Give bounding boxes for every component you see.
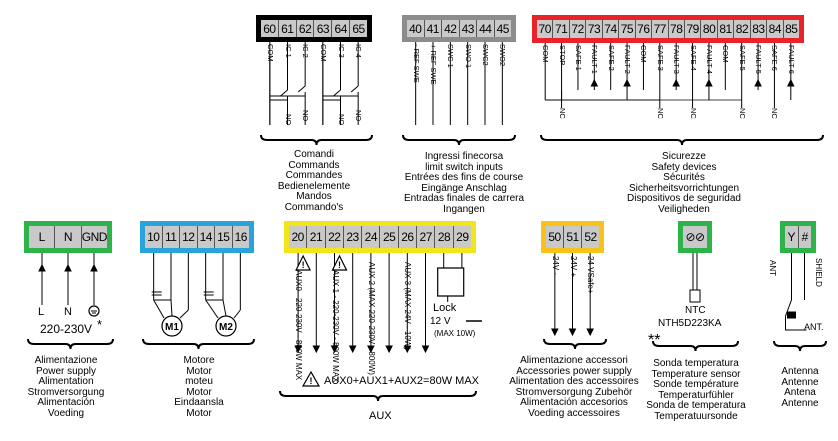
ntc-caption-line: Sonde température — [653, 379, 739, 390]
arrow-icon — [39, 265, 45, 271]
ntc-brace — [653, 341, 738, 351]
safety-terminal-label: FAULT 6 — [786, 45, 796, 74]
limits-brace — [403, 135, 515, 145]
motor-terminal: 15 — [215, 226, 233, 248]
safety-terminal-label: COM — [639, 45, 649, 63]
aux-terminal: 24 — [362, 226, 380, 248]
motor-terminal: 10 — [145, 226, 163, 248]
aux1-warning-icon-mark: ! — [338, 260, 341, 270]
safety-terminal-label: COM — [541, 45, 551, 63]
safety-terminal: 70 — [537, 20, 553, 38]
acc-terminal: 51 — [564, 226, 582, 248]
safety-terminal-block — [532, 15, 804, 43]
contact-type-label: NC — [557, 108, 567, 119]
power-brace — [28, 339, 113, 349]
aux-terminal: 25 — [380, 226, 398, 248]
acc-caption-line: Alimentazione accessori — [520, 355, 628, 366]
motor-1-label: M1 — [165, 322, 179, 333]
limits-terminal: 41 — [425, 20, 443, 37]
safety-caption-line: Dispositivos de seguridad — [627, 193, 741, 204]
arrow-icon — [624, 80, 630, 86]
power-caption — [16, 356, 116, 419]
safety-terminal: 81 — [718, 20, 734, 38]
limits-terminal: 40 — [407, 20, 425, 37]
switch-contact — [281, 90, 288, 96]
safety-terminal: 73 — [586, 20, 602, 38]
arrow-icon — [65, 265, 71, 271]
safety-terminal-label: FAULT 1 — [590, 45, 600, 74]
command-terminal-label: IC 2 — [301, 44, 311, 58]
aux-terminal: 27 — [417, 226, 435, 248]
antenna-shield-label: SHIELD — [814, 258, 823, 287]
antenna-terminal: # — [799, 226, 812, 248]
power-terminal-block — [24, 221, 112, 253]
aux2-label: AUX 2 (MAX 220-230V - 800W) — [366, 262, 376, 375]
aux-terminal: 22 — [326, 226, 344, 248]
arrow-icon — [673, 80, 679, 86]
antenna-connector-icon — [788, 312, 796, 318]
safety-terminal-label: FAULT 4 — [704, 45, 714, 74]
aux-terminal: 21 — [307, 226, 325, 248]
acc-caption — [499, 356, 649, 419]
safety-terminal: 71 — [553, 20, 569, 38]
safety-brace — [541, 135, 823, 145]
safety-terminal: 79 — [685, 20, 701, 38]
aux-caption: AUX — [369, 410, 392, 422]
power-caption-line: Alimentation — [38, 376, 94, 387]
motor-caption-line: moteu — [185, 376, 213, 387]
command-terminal-label: IC 1 — [283, 44, 293, 58]
commands-terminal: 64 — [332, 20, 350, 37]
antenna-caption-line: Antenne — [781, 376, 819, 388]
limits-caption-line: Ingangen — [443, 203, 485, 215]
aux-total-warning-mark: ! — [309, 376, 313, 386]
commands-terminal: 62 — [297, 20, 315, 37]
motor-terminal: 14 — [198, 226, 216, 248]
accessory-terminal-label: 24 VSafe+ — [586, 256, 596, 294]
motor-wire — [171, 300, 172, 316]
contact-type-label: NO — [354, 110, 364, 122]
acc-caption-line: Alimentación accesorios — [520, 397, 628, 408]
safety-terminal: 76 — [636, 20, 652, 38]
ntc-caption-line: Sonda de temperatura — [646, 400, 746, 411]
arrow-icon — [552, 329, 558, 335]
commands-brace — [261, 135, 372, 145]
power-footnote-star: * — [97, 317, 103, 332]
aux-terminal: 20 — [289, 226, 307, 248]
lock-voltage: 12 V — [430, 316, 451, 327]
motor-wire — [154, 300, 164, 318]
motor-terminal: 12 — [180, 226, 198, 248]
antenna-caption-line: Antenne — [781, 397, 819, 409]
power-terminal: GND — [82, 226, 107, 248]
commands-terminal: 60 — [261, 20, 279, 37]
ntc-model: NTH5D223KA — [658, 318, 722, 329]
switch-contact — [351, 86, 358, 92]
safety-caption-line: Sécurités — [663, 172, 705, 183]
accessory-terminal-label: 24V + — [568, 256, 578, 278]
contact-type-label: NO — [283, 114, 293, 126]
contact-type-label: NO — [336, 114, 346, 126]
aux-terminal: 28 — [435, 226, 453, 248]
safety-caption-line: Veiligheden — [658, 203, 710, 215]
commands-caption-line: Commandes — [285, 170, 343, 181]
ntc-caption — [641, 359, 751, 422]
commands-terminal-block — [256, 15, 372, 42]
commands-caption — [244, 150, 384, 213]
safety-terminal: 72 — [570, 20, 586, 38]
switch-contact — [298, 86, 305, 92]
safety-terminal: 84 — [767, 20, 783, 38]
limit-terminal-label: SWC2 — [481, 44, 490, 66]
arrow-icon — [350, 346, 356, 352]
antenna-caption-line: Antena — [784, 387, 816, 398]
aux-terminal: 26 — [399, 226, 417, 248]
safety-caption — [584, 152, 784, 215]
power-terminal: N — [55, 226, 81, 248]
safety-terminal: 83 — [751, 20, 767, 38]
aux-terminal-block — [284, 221, 476, 253]
command-terminal-label: COM — [265, 44, 275, 62]
power-voltage: 220-230V — [40, 322, 93, 336]
ntc-terminal: ⊘⊘ — [683, 226, 707, 248]
motor-terminal: 11 — [163, 226, 181, 248]
aux0-warning-icon-mark: ! — [301, 260, 305, 270]
ntc-label: NTC — [685, 305, 706, 316]
limits-terminal-block — [402, 15, 516, 42]
accessory-terminal-label: 24V - — [550, 256, 560, 276]
commands-terminal: 63 — [314, 20, 332, 37]
safety-terminal-label: SAFE 6 — [770, 45, 780, 71]
safety-terminal: 77 — [652, 20, 668, 38]
contact-type-label: NC — [770, 108, 780, 119]
safety-terminal: 74 — [603, 20, 619, 38]
limit-terminal-label: SWO2 — [498, 44, 508, 67]
antenna-ant2-label: ANT. — [804, 322, 824, 332]
acc-brace — [544, 339, 606, 349]
aux-terminal: 23 — [344, 226, 362, 248]
motor-caption-line: Motor — [186, 407, 212, 419]
arrow-icon — [570, 329, 576, 335]
motor-wire — [206, 300, 218, 318]
limits-caption-line: Entradas finales de carrera — [403, 193, 525, 204]
arrow-icon — [591, 80, 597, 86]
motor-caption-line: Eindaansla — [174, 397, 224, 408]
power-terminal-label-l: L — [38, 306, 45, 318]
aux1-label: AUX 1 - 220-230V - 800W MAX — [330, 270, 340, 383]
command-terminal-label: COM — [318, 44, 328, 62]
power-caption-line: Stromversorgung — [27, 386, 105, 398]
motor-wire — [234, 310, 240, 318]
ntc-footnote-star: ** — [648, 332, 661, 349]
ntc-terminal-block — [678, 221, 712, 253]
commands-caption-line: Commando's — [284, 201, 344, 213]
limit-terminal-label: + REF SWE — [429, 44, 438, 85]
power-caption-line: Voeding — [47, 407, 85, 419]
motor-caption-line: Motor — [186, 386, 212, 398]
limits-caption-line: limit switch inputs — [425, 161, 503, 173]
safety-terminal: 80 — [701, 20, 717, 38]
aux-total-label: AUX0+AUX1+AUX2=80W MAX — [324, 375, 479, 387]
acc-terminal: 52 — [582, 226, 599, 248]
switch-contact — [334, 90, 341, 96]
arrow-icon — [587, 329, 593, 335]
safety-terminal: 85 — [785, 22, 798, 36]
motor-caption-line: Motore — [183, 355, 215, 366]
motor-caption-line: Motor — [186, 365, 212, 377]
ntc-sensor-icon — [690, 290, 700, 302]
safety-terminal-label: SAFE 3 — [655, 45, 665, 71]
safety-terminal-label: SAFE 2 — [606, 45, 616, 71]
arrow-icon — [313, 346, 319, 352]
ntc-caption-line: Temperature sensor — [651, 368, 741, 380]
ntc-caption-line: Sonda temperatura — [653, 358, 739, 369]
aux-terminal: 29 — [454, 226, 471, 248]
acc-caption-line: Voeding accessoires — [528, 407, 620, 419]
safety-terminal-label: FAULT 3 — [672, 45, 682, 74]
command-terminal-label: IC 3 — [336, 44, 346, 58]
acc-terminal: 50 — [546, 226, 564, 248]
antenna-caption — [770, 367, 830, 409]
arrow-icon — [91, 265, 97, 271]
commands-caption-line: Mandos — [296, 191, 332, 202]
limits-caption-line: Ingressi finecorsa — [424, 151, 504, 162]
antenna-terminal-block — [780, 221, 816, 253]
commands-caption-line: Comandi — [293, 149, 335, 160]
arrow-icon — [386, 346, 392, 352]
lock-label: Lock — [433, 302, 457, 314]
contact-type-label: NC — [737, 108, 747, 119]
lock-icon — [438, 268, 464, 296]
motor-caption — [149, 356, 249, 419]
power-caption-line: Power supply — [35, 365, 97, 377]
lock-power: (MAX 10W) — [434, 329, 476, 338]
aux3-label: AUX 3 (MAX 24V - 10W) — [403, 262, 413, 351]
limits-caption-line: Entrées des fins de course — [404, 172, 524, 183]
ntc-caption-line: Temperaturfühler — [658, 389, 734, 401]
limits-terminal: 44 — [477, 20, 495, 37]
limits-terminal: 43 — [460, 20, 478, 37]
limit-terminal-label: SWO 1 — [463, 44, 473, 69]
safety-terminal: 78 — [669, 20, 685, 38]
motor-2-label: M2 — [219, 322, 233, 333]
antenna-ant-label: ANT — [768, 260, 777, 276]
contact-type-label: NC — [688, 108, 698, 119]
arrow-icon — [788, 80, 794, 86]
motor-terminal-block — [140, 221, 254, 253]
safety-terminal-label: FAULT 2 — [623, 45, 633, 74]
motor-terminal: 16 — [233, 226, 250, 248]
limit-terminal-label: - REF SWE — [411, 44, 421, 83]
safety-terminal-label: SAFE 1 — [573, 45, 583, 71]
contact-type-label: NC — [655, 108, 665, 119]
limits-caption-line: Eingänge Anschlag — [421, 182, 507, 194]
safety-caption-line: Sicurezze — [662, 151, 706, 162]
acc-terminal-block — [541, 221, 604, 253]
ntc-caption-line: Temperatuursonde — [654, 410, 738, 422]
limits-caption — [379, 152, 549, 215]
safety-terminal: 82 — [734, 20, 750, 38]
contact-type-label: NO — [301, 110, 311, 122]
power-terminal: L — [29, 226, 55, 248]
antenna-terminal: Y — [785, 226, 799, 248]
safety-terminal-label: FAULT 5 — [754, 45, 764, 74]
motor-brace — [143, 339, 254, 349]
safety-terminal-label: STOP — [557, 45, 567, 66]
safety-terminal: 75 — [619, 20, 635, 38]
safety-terminal-label: COM — [721, 45, 731, 63]
command-terminal-label: IC 4 — [354, 44, 364, 58]
antenna-brace — [774, 341, 826, 351]
power-caption-line: Alimentazione — [34, 355, 98, 366]
safety-caption-line: Safety devices — [651, 161, 717, 173]
arrow-icon — [423, 346, 429, 352]
limits-terminal: 45 — [495, 20, 512, 37]
limit-terminal-label: SWC 1 — [446, 44, 456, 68]
safety-terminal-label: SAFE 4 — [688, 45, 698, 71]
commands-caption-line: Commands — [288, 159, 340, 171]
limits-terminal: 42 — [442, 20, 460, 37]
power-caption-line: Alimentación — [37, 397, 95, 408]
motor-wire — [180, 310, 188, 318]
arrow-icon — [706, 80, 712, 86]
commands-caption-line: Bedienelemente — [277, 180, 351, 192]
commands-terminal: 65 — [350, 20, 367, 37]
antenna-caption-line: Antenna — [781, 366, 819, 377]
safety-caption-line: Sicherheitsvorrichtungen — [628, 182, 740, 194]
safety-terminal-label: SAFE 5 — [737, 45, 747, 71]
acc-caption-line: Alimentation des accessoires — [509, 376, 639, 387]
aux0-label: AUX0 - 220-230V - 800W MAX — [294, 270, 304, 381]
commands-terminal: 61 — [279, 20, 297, 37]
arrow-icon — [755, 80, 761, 86]
acc-caption-line: Accessories power supply — [516, 365, 632, 377]
power-terminal-label-n: N — [64, 306, 72, 318]
aux-brace — [280, 391, 476, 401]
acc-caption-line: Stromversorgung Zubehör — [515, 386, 633, 398]
motor-wire — [223, 300, 226, 316]
